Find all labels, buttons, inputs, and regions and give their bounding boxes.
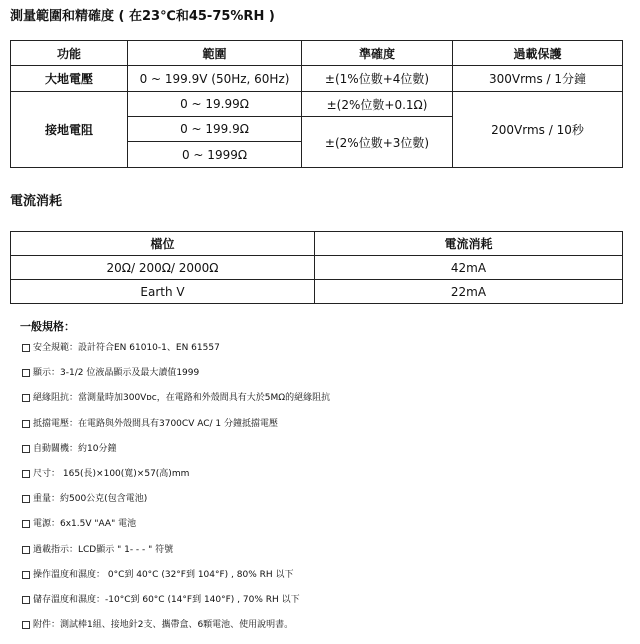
- current-range-2: Earth V: [11, 280, 315, 304]
- spec-text: 抵擋電壓：在電路與外殼間具有3700CV AC/ 1 分鐘抵擋電壓: [33, 418, 278, 429]
- range-earth-resistance-3: 0 ~ 1999Ω: [128, 142, 302, 168]
- spec-text: 尺寸： 165(長)×100(寬)×57(高)mm: [33, 468, 190, 479]
- spec-text: 重量：約500公克(包含電池): [33, 494, 148, 505]
- list-item: [20, 569, 620, 594]
- list-item: [20, 367, 620, 392]
- table-row: [11, 92, 623, 117]
- header-overload: 過載保護: [453, 41, 623, 66]
- list-item: [20, 544, 620, 569]
- checkbox-icon: [22, 420, 30, 428]
- list-item: [20, 468, 620, 493]
- accuracy-earth-resistance-2: ±(2%位數+3位數): [302, 117, 453, 168]
- list-item: [20, 392, 620, 417]
- accuracy-earth-voltage: ±(1%位數+4位數): [302, 66, 453, 92]
- header-accuracy: 準確度: [302, 41, 453, 66]
- current-range-1: 20Ω/ 200Ω/ 2000Ω: [11, 256, 315, 280]
- spec-text: 過載指示：LCD顯示 " 1- - - " 符號: [33, 544, 174, 555]
- general-specs-title: 一般規格：: [20, 320, 75, 333]
- current-header-row: [11, 232, 623, 256]
- function-earth-resistance: 接地電阻: [11, 92, 128, 168]
- list-item: [20, 342, 620, 367]
- range-earth-resistance-1: 0 ~ 19.99Ω: [128, 92, 302, 117]
- header-range: 範圍: [128, 41, 302, 66]
- header-range-setting: 檔位: [11, 232, 315, 256]
- measurement-spec-table: [10, 40, 623, 168]
- checkbox-icon: [22, 344, 30, 352]
- checkbox-icon: [22, 470, 30, 478]
- spec-text: 自動關機：約10分鐘: [33, 443, 117, 454]
- list-item: [20, 418, 620, 443]
- checkbox-icon: [22, 520, 30, 528]
- spec-text: 電源：6x1.5V "AA" 電池: [33, 519, 137, 530]
- checkbox-icon: [22, 445, 30, 453]
- current-consumption-table: [10, 231, 623, 304]
- accuracy-earth-resistance-1: ±(2%位數+0.1Ω): [302, 92, 453, 117]
- checkbox-icon: [22, 546, 30, 554]
- table-row: [11, 256, 623, 280]
- checkbox-icon: [22, 596, 30, 604]
- list-item: [20, 594, 620, 619]
- list-item: [20, 619, 620, 644]
- overload-earth-resistance: 200Vrms / 10秒: [453, 92, 623, 168]
- spec-text: 操作溫度和濕度： 0°C到 40°C (32°F到 104°F) , 80% RH 以下: [33, 569, 294, 580]
- list-item: [20, 518, 620, 543]
- range-earth-voltage: 0 ~ 199.9V (50Hz, 60Hz): [128, 66, 302, 92]
- overload-earth-voltage: 300Vrms / 1分鐘: [453, 66, 623, 92]
- header-current: 電流消耗: [315, 232, 623, 256]
- header-function: 功能: [11, 41, 128, 66]
- spec-text: 儲存溫度和濕度：-10°C到 60°C (14°F到 140°F) , 70% RH 以下: [33, 594, 300, 605]
- checkbox-icon: [22, 394, 30, 402]
- table-row: [11, 66, 623, 92]
- current-value-1: 42mA: [315, 256, 623, 280]
- spec-text: 安全規範：設計符合EN 61010-1、EN 61557: [33, 343, 220, 353]
- spec-text: 顯示：3-1/2 位液晶顯示及最大讀值1999: [33, 368, 200, 379]
- current-value-2: 22mA: [315, 280, 623, 304]
- checkbox-icon: [22, 369, 30, 377]
- checkbox-icon: [22, 495, 30, 503]
- function-earth-voltage: 大地電壓: [11, 66, 128, 92]
- checkbox-icon: [22, 621, 30, 629]
- current-consumption-heading: 電流消耗: [10, 194, 63, 209]
- general-specs-list: [20, 342, 620, 644]
- accuracy-heading: 測量範圍和精確度 ( 在23℃和45-75%RH ): [10, 9, 275, 24]
- range-earth-resistance-2: 0 ~ 199.9Ω: [128, 117, 302, 142]
- list-item: [20, 493, 620, 518]
- spec-text: 絕緣阻抗：當測量時加300Vᴅᴄ，在電路和外殼間具有大於5MΩ的絕緣阻抗: [33, 393, 331, 404]
- list-item: [20, 443, 620, 468]
- spec-text: 附件：測試棒1組、接地針2支、攜帶盒、6顆電池、使用說明書。: [33, 620, 294, 631]
- table-row: [11, 280, 623, 304]
- spec-header-row: [11, 41, 623, 66]
- checkbox-icon: [22, 571, 30, 579]
